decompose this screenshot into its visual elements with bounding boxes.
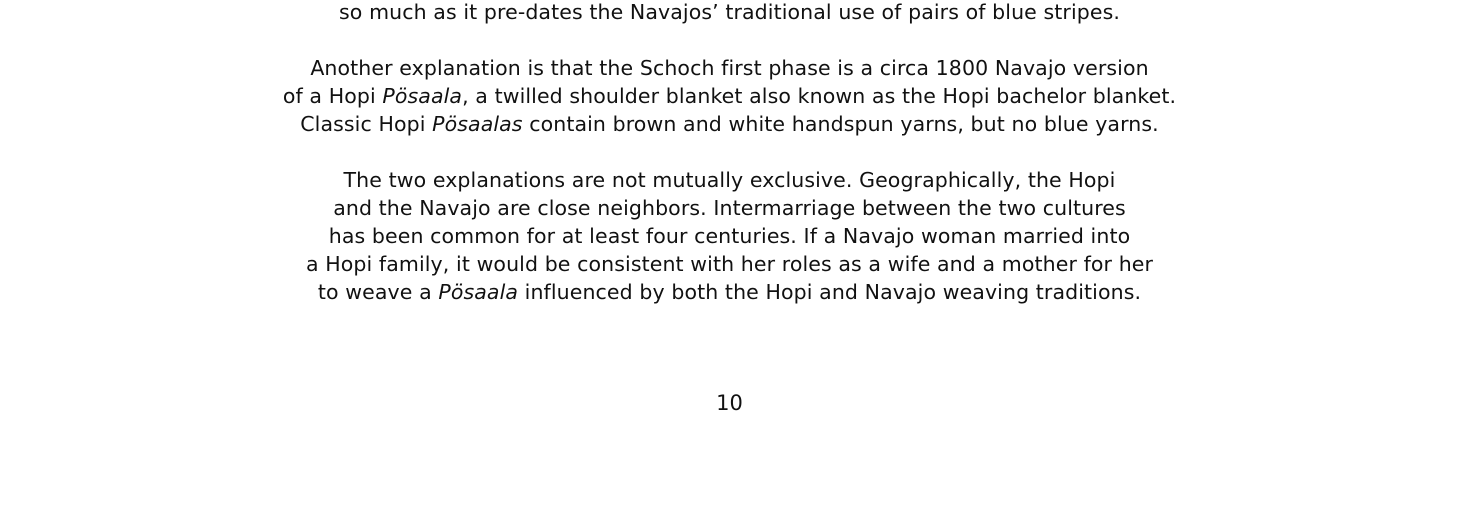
text-line [0, 166, 1459, 194]
text-run: of a Hopi [282, 84, 383, 108]
text-run: has been common for at least four centuries. If a Navajo woman married into [328, 224, 1131, 248]
text-line [0, 82, 1459, 110]
text-line [0, 54, 1459, 82]
text-run: influenced by both the Hopi and Navajo weaving traditions. [518, 280, 1142, 304]
paragraph-another-explanation [0, 54, 1459, 138]
text-run: , a twilled shoulder blanket also known as the Hopi bachelor blanket. [462, 84, 1177, 108]
text-run: The two explanations are not mutually exclusive. Geographically, the Hopi [343, 168, 1116, 192]
paragraph-continuation [0, 0, 1459, 26]
text-run: and the Navajo are close neighbors. Intermarriage between the two cultures [333, 196, 1126, 220]
text-line [0, 194, 1459, 222]
text-run: contain brown and white handspun yarns, but no blue yarns. [522, 112, 1159, 136]
page-number: 10 [716, 391, 743, 415]
italic-term: Pösaala [438, 280, 519, 304]
text-run: Another explanation is that the Schoch first phase is a circa 1800 Navajo version [310, 56, 1149, 80]
text-line [0, 222, 1459, 250]
text-line [0, 0, 1459, 26]
italic-term: Pösaalas [432, 112, 523, 136]
italic-term: Pösaala [382, 84, 463, 108]
text-line [0, 110, 1459, 138]
text-run: to weave a [317, 280, 439, 304]
text-run: a Hopi family, it would be consistent with her roles as a wife and a mother for her [305, 252, 1154, 276]
text-line [0, 250, 1459, 278]
text-run: Classic Hopi [300, 112, 433, 136]
text-run: so much as it pre-dates the Navajos’ traditional use of pairs of blue stripes. [339, 0, 1120, 24]
text-line [0, 278, 1459, 306]
paragraph-not-mutually-exclusive [0, 166, 1459, 306]
